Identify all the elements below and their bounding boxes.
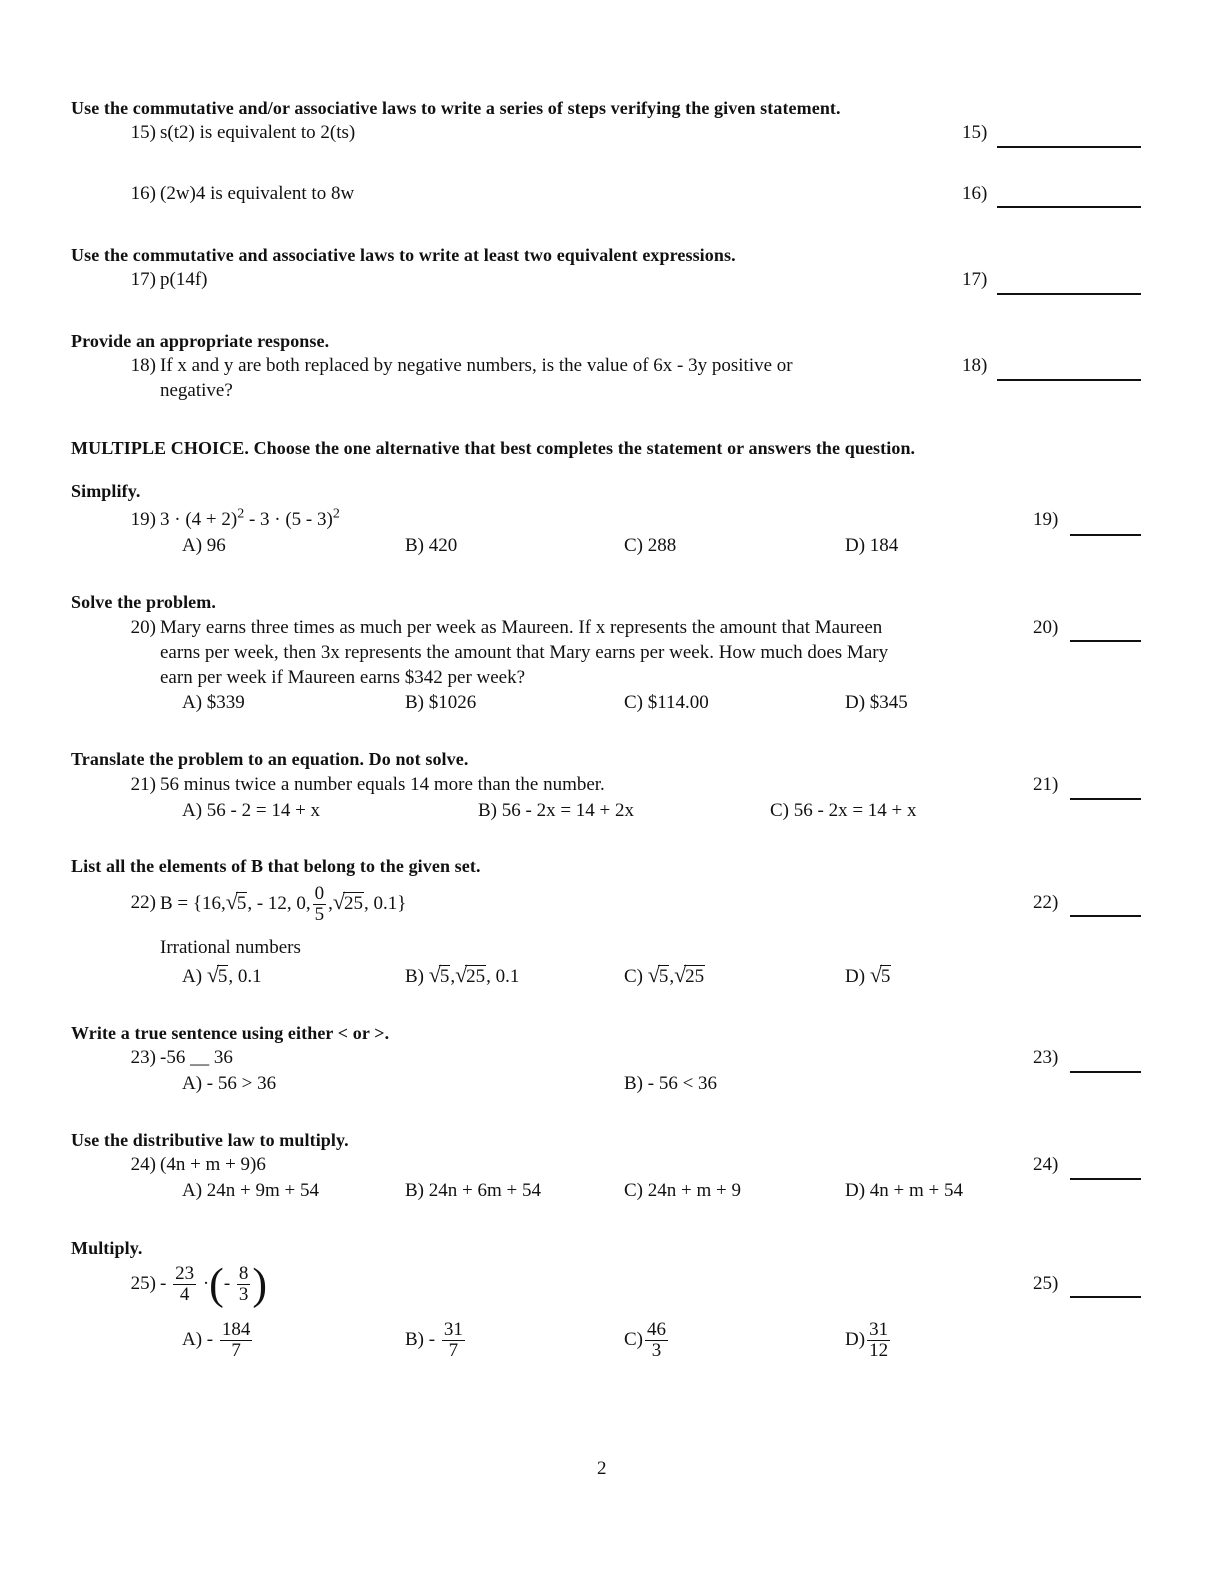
sqrt-icon: √25 [332,889,363,914]
q21-number: 21) [130,774,156,795]
fraction: $\frac{46}{3}$ [647,1319,666,1362]
sqrt-icon: √25 [455,962,486,987]
q20-text-line1: Mary earns three times as much per week as Maureen. If x represents the amount that Maureen [160,617,883,638]
q15-text: s(t2) is equivalent to 2(ts) [160,122,356,143]
q20-number: 20) [130,617,156,638]
q19-expression: $3 \cdot (4 + 2)^2 - 3 \cdot (5 - 3)^2$ [160,506,340,530]
instruction-true-sentence: Write a true sentence using either < or >. [71,1023,390,1043]
q18-number: 18) [130,355,156,376]
q18-answer-label: 18) [962,355,988,376]
q21-answer-line[interactable] [1070,798,1141,800]
q19-answer-label: 19) [1033,509,1059,530]
q22-answer-label: 22) [1033,892,1059,913]
q20-choice-a[interactable]: A) $339 [182,692,245,713]
q19-choice-d[interactable]: D) 184 [845,535,899,556]
q25-choice-d[interactable]: D) $\frac{31}{12}$ [845,1319,889,1362]
sqrt-icon: √5 [206,962,228,987]
q23-number: 23) [130,1047,156,1068]
q24-choice-a[interactable]: A) 24n + 9m + 54 [182,1180,320,1201]
fraction: $\frac{184}{7}$ [221,1319,251,1362]
q23-answer-line[interactable] [1070,1071,1141,1073]
q22-subprompt: Irrational numbers [160,937,301,958]
instruction-distributive: Use the distributive law to multiply. [71,1130,349,1150]
q24-choice-b[interactable]: B) 24n + 6m + 54 [405,1180,541,1201]
q15-number: 15) [130,122,156,143]
instruction-multiply: Multiply. [71,1238,143,1258]
q22-number: 22) [130,892,156,913]
q24-choice-c[interactable]: C) 24n + m + 9 [624,1180,741,1201]
q20-text-line2: earns per week, then 3x represents the amount that Mary earns per week. How much does Mary [160,642,889,663]
q17-text: p(14f) [160,269,208,290]
q22-choice-a[interactable]: A) √5, 0.1 [182,962,262,987]
sqrt-icon: √25 [674,962,705,987]
q18-answer-line[interactable] [997,379,1141,381]
q25-number: 25) [130,1273,156,1294]
instruction-steps: Use the commutative and/or associative laws to write a series of steps verifying the given statement. [71,98,841,118]
q25-choice-b[interactable]: B) - $\frac{31}{7}$ [405,1319,463,1362]
q16-number: 16) [130,183,156,204]
q19-choice-c[interactable]: C) 288 [624,535,677,556]
instruction-multiple-choice: MULTIPLE CHOICE. Choose the one alternative that best completes the statement or answers the question. [71,438,916,458]
instruction-equiv: Use the commutative and associative laws to write at least two equivalent expressions. [71,245,736,265]
q21-answer-label: 21) [1033,774,1059,795]
fraction: $\frac{23}{4}$ [175,1263,195,1306]
q17-number: 17) [130,269,156,290]
sqrt-icon: √5 [428,962,450,987]
q21-choice-c[interactable]: C) 56 - 2x = 14 + x [770,800,917,821]
q20-answer-label: 20) [1033,617,1059,638]
q25-choice-a[interactable]: A) - $\frac{184}{7}$ [182,1319,251,1362]
q19-answer-line[interactable] [1070,534,1141,536]
q20-choice-d[interactable]: D) $345 [845,692,908,713]
q25-answer-label: 25) [1033,1273,1059,1294]
q16-answer-line[interactable] [997,206,1141,208]
q16-answer-label: 16) [962,183,988,204]
q24-number: 24) [130,1154,156,1175]
q24-answer-label: 24) [1033,1154,1059,1175]
q18-text-line1: If x and y are both replaced by negative numbers, is the value of 6x - 3y positive or [160,355,793,376]
q22-choice-c[interactable]: C) √5,√25 [624,962,705,987]
q25-choice-c[interactable]: C) $\frac{46}{3}$ [624,1319,666,1362]
q17-answer-line[interactable] [997,293,1141,295]
sqrt-icon: √5 [869,962,891,987]
q24-answer-line[interactable] [1070,1178,1141,1180]
sqrt-icon: √5 [225,889,247,914]
q16-text: (2w)4 is equivalent to 8w [160,183,355,204]
q20-text-line3: earn per week if Maureen earns $342 per week? [160,667,526,688]
q22-answer-line[interactable] [1070,915,1141,917]
q22-set: B = {16,√5, - 12, 0, $\frac{0}{5}$ ,√25, 0.1} [160,880,406,926]
q24-choice-d[interactable]: D) 4n + m + 54 [845,1180,964,1201]
fraction: $\frac{31}{12}$ [869,1319,889,1362]
q23-answer-label: 23) [1033,1047,1059,1068]
page-number: 2 [597,1458,607,1479]
q21-choice-a[interactable]: A) 56 - 2 = 14 + x [182,800,321,821]
fraction: $\frac{31}{7}$ [443,1319,463,1362]
q17-answer-label: 17) [962,269,988,290]
q22-choice-b[interactable]: B) √5,√25, 0.1 [405,962,520,987]
q24-text: (4n + m + 9)6 [160,1154,266,1175]
instruction-solve: Solve the problem. [71,592,216,612]
q15-answer-line[interactable] [997,146,1141,148]
instruction-list: List all the elements of B that belong to the given set. [71,856,481,876]
q20-choice-b[interactable]: B) $1026 [405,692,477,713]
q20-choice-c[interactable]: C) $114.00 [624,692,709,713]
fraction: $\frac{8}{3}$ [238,1263,249,1306]
sqrt-icon: √5 [647,962,669,987]
q15-answer-label: 15) [962,122,988,143]
q23-choice-a[interactable]: A) - 56 > 36 [182,1073,277,1094]
instruction-simplify: Simplify. [71,481,141,501]
q19-choice-b[interactable]: B) 420 [405,535,458,556]
instruction-translate: Translate the problem to an equation. Do not solve. [71,749,469,769]
q20-answer-line[interactable] [1070,640,1141,642]
q25-expression: - $\frac{23}{4}$ ·(- $\frac{8}{3}$ ) [160,1259,268,1309]
q18-text-line2: negative? [160,380,233,401]
q21-choice-b[interactable]: B) 56 - 2x = 14 + 2x [478,800,635,821]
q23-choice-b[interactable]: B) - 56 < 36 [624,1073,718,1094]
q19-choice-a[interactable]: A) 96 [182,535,226,556]
q23-text: -56 __ 36 [160,1047,233,1068]
instruction-response: Provide an appropriate response. [71,331,330,351]
q19-number: 19) [130,509,156,530]
q25-answer-line[interactable] [1070,1296,1141,1298]
q22-choice-d[interactable]: D) √5 [845,962,891,987]
q21-text: 56 minus twice a number equals 14 more than the number. [160,774,605,795]
fraction: $\frac{0}{5}$ [314,883,325,926]
